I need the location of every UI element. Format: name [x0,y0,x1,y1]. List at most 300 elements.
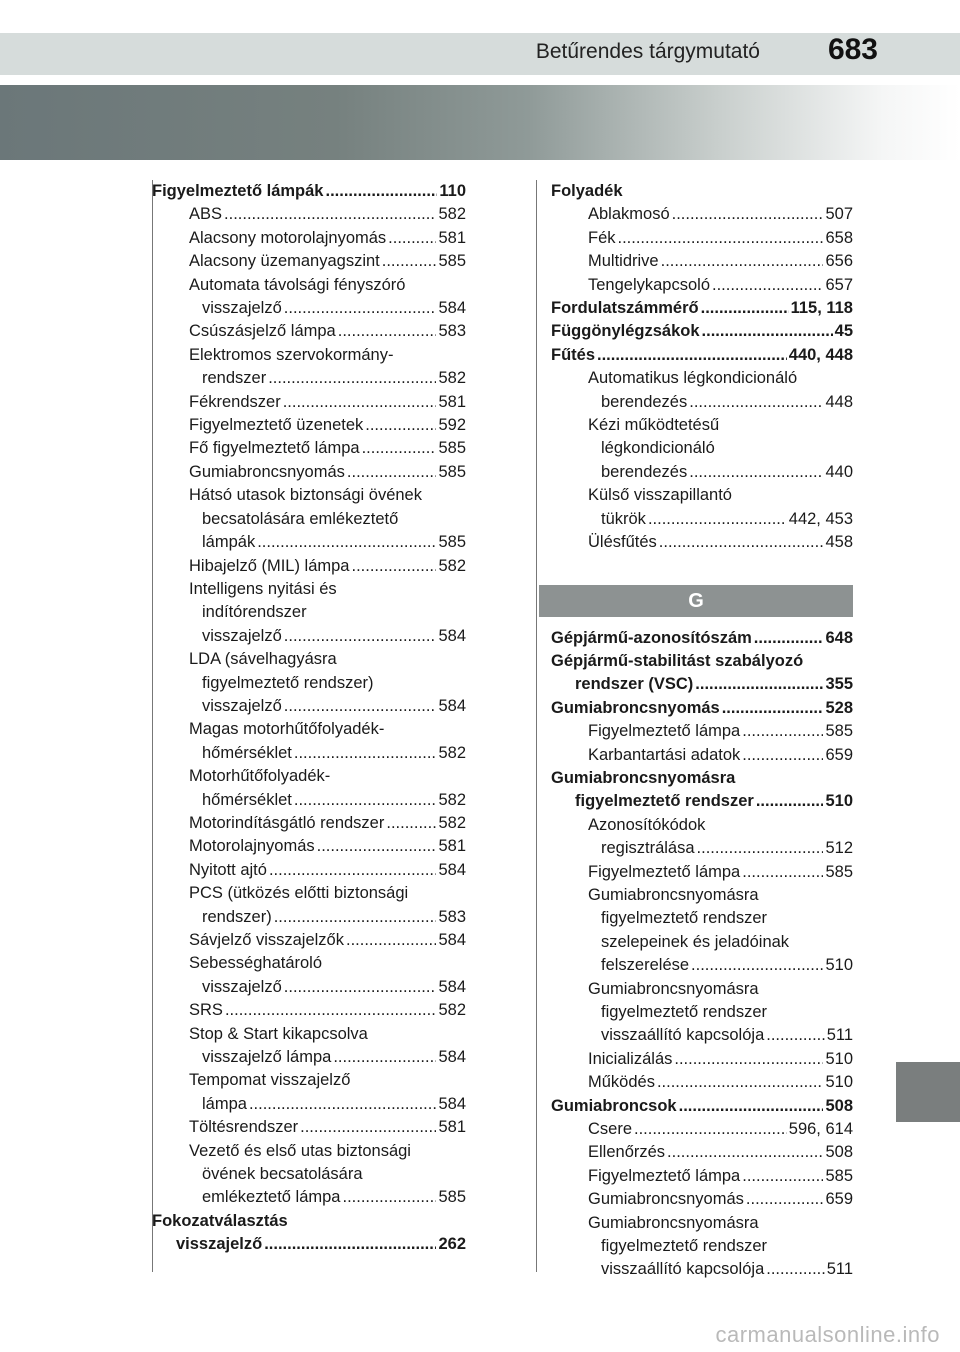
index-entry-page: 581 [438,228,466,247]
index-entry [152,250,466,273]
header-banner [0,85,960,160]
index-entry-label: rendszer [202,369,267,388]
index-entry [152,929,466,952]
index-entry [152,835,466,858]
index-entry-label: Tengelykapcsoló [588,275,710,294]
index-entry-label: övének becsatolására [202,1165,363,1184]
index-entry [152,718,466,741]
index-entry-page: 511 [826,1026,853,1045]
index-entry [152,578,466,601]
index-entry [551,978,853,1001]
right-column-rule [536,180,537,1272]
index-entry [551,954,853,977]
index-entry [551,884,853,907]
index-entry-label: ABS [189,205,223,224]
index-entry-label: Fordulatszámmérő [551,299,699,318]
index-entry [551,203,853,226]
index-entry [551,344,853,367]
leader-dots [648,508,787,531]
index-entry-label: Multidrive [588,252,659,271]
index-entry [551,484,853,507]
leader-dots [257,531,436,554]
leader-dots [661,250,824,273]
leader-dots [712,274,823,297]
index-entry [152,367,466,390]
index-group-g [551,627,853,1282]
index-entry-page: 584 [438,860,466,879]
index-entry-label: felszerelése [601,956,690,975]
index-entry-label: tükrök [601,509,646,528]
index-entry [152,484,466,507]
leader-dots [679,1095,824,1118]
index-entry [152,812,466,835]
leader-dots [754,627,824,650]
index-entry-label: Alacsony motorolajnyomás [189,228,387,247]
index-entry [551,790,853,813]
index-entry-label: lámpa [202,1094,247,1113]
index-entry-label: Csere [588,1120,633,1139]
index-entry [551,250,853,273]
index-entry [551,508,853,531]
leader-dots [362,437,437,460]
index-entry [551,1165,853,1188]
index-entry [551,650,853,673]
index-entry-page: 581 [438,1118,466,1137]
leader-dots [697,837,824,860]
index-entry-label: Ülésfűtés [588,533,657,552]
index-entry [152,859,466,882]
index-entry-label: visszaállító kapcsolója [601,1260,765,1279]
index-entry [551,391,853,414]
index-entry-label: Alacsony üzemanyagszint [189,252,380,271]
index-entry-label: Gépjármű-azonosítószám [551,628,752,647]
index-entry-page: 657 [825,275,853,294]
index-entry-label: Gumiabroncsnyomásra [588,1213,759,1232]
leader-dots [766,1258,824,1281]
index-entry-page: 582 [438,790,466,809]
index-entry-page: 582 [438,205,466,224]
leader-dots [333,1046,436,1069]
leader-dots [695,673,823,696]
index-entry-label: Figyelmeztető lámpa [588,722,741,741]
index-entry [152,1163,466,1186]
index-entry [152,1023,466,1046]
index-entry-label: PCS (ütközés előtti biztonsági [189,884,409,903]
leader-dots [283,391,437,414]
index-entry-label: visszajelző [202,626,282,645]
leader-dots [317,835,437,858]
index-entry-page: 659 [825,745,853,764]
index-entry [152,789,466,812]
index-entry-page: 592 [438,416,466,435]
index-entry [152,906,466,929]
index-entry-label: visszajelző [202,696,282,715]
index-entry-label: Inicializálás [588,1049,673,1068]
index-entry-label: LDA (sávelhagyásra [189,650,337,669]
index-entry [152,695,466,718]
index-entry [551,837,853,860]
index-entry-label: Automatikus légkondicionáló [588,369,798,388]
leader-dots [268,367,436,390]
index-entry [152,344,466,367]
index-entry-page: 355 [825,675,853,694]
index-entry [551,744,853,767]
index-entry-page: 585 [438,252,466,271]
index-entry-label: Figyelmeztető lámpák [152,182,324,200]
index-entry [551,1001,853,1024]
index-entry-label: Függönylégzsákok [551,322,700,341]
header-title: Betűrendes tárgymutató [535,40,760,63]
leader-dots [343,1186,437,1209]
index-entry-page: 584 [438,977,466,996]
index-entry-label: regisztrálása [601,839,695,858]
leader-dots [284,625,437,648]
index-entry-label: Tempomat visszajelző [189,1071,351,1090]
watermark: carmanualsonline.info [715,1322,940,1347]
index-entry [152,414,466,437]
index-entry-page: 582 [438,743,466,762]
index-entry-label: Fékrendszer [189,392,281,411]
index-entry-label: Azonosítókódok [588,815,706,834]
index-entry-label: Magas motorhűtőfolyadék- [189,720,385,739]
index-entry-page: 584 [438,931,466,949]
index-entry-page: 448 [825,392,853,411]
leader-dots [386,812,436,835]
index-entry-label: Karbantartási adatok [588,745,741,764]
index-entry-page: 507 [825,205,853,224]
section-letter-g: G [539,585,853,617]
index-entry-label: visszaállító kapcsolója [601,1026,765,1045]
index-entry-page: 583 [438,322,466,341]
leader-dots [766,1024,824,1047]
leader-dots [225,999,437,1022]
index-entry-label: emlékeztető lámpa [202,1188,341,1207]
index-entry [551,437,853,460]
leader-dots [657,1071,824,1094]
leader-dots [722,697,824,720]
index-entry-label: Gumiabroncsnyomás [189,462,345,481]
index-entry-label: Automata távolsági fényszóró [189,275,406,294]
index-entry [152,1233,466,1256]
index-entry-label: Fokozatválasztás [152,1211,288,1230]
leader-dots [382,250,437,273]
leader-dots [351,555,436,578]
index-entry-label: Ablakmosó [588,205,670,224]
index-entry [551,320,853,343]
index-entry [152,1186,466,1209]
index-entry [152,274,466,297]
index-entry-label: Fő figyelmeztető lámpa [189,439,360,458]
index-entry-page: 115, 118 [790,299,853,318]
index-entry [152,437,466,460]
index-entry-page: 510 [825,956,853,975]
index-entry [152,952,466,975]
leader-dots [346,929,436,952]
leader-dots [388,227,436,250]
leader-dots [597,344,787,367]
index-entry-page: 510 [825,792,853,811]
index-entry [152,1069,466,1092]
index-group-f [551,180,853,555]
index-entry-label: indítórendszer [202,603,307,622]
index-entry-page: 508 [825,1096,853,1115]
index-entry-page: 585 [825,862,853,881]
index-entry [551,1141,853,1164]
index-entry [551,1188,853,1211]
index-entry-page: 584 [438,696,466,715]
index-entry-page: 658 [825,228,853,247]
index-entry-label: Figyelmeztető üzenetek [189,416,364,435]
index-entry-label: figyelmeztető rendszer [575,792,754,811]
index-entry [152,601,466,624]
index-entry-page: 582 [438,556,466,575]
index-entry-label: Ellenőrzés [588,1143,666,1162]
leader-dots [284,297,437,320]
index-entry-page: 585 [438,439,466,458]
index-entry-label: hőmérséklet [202,743,292,762]
leader-dots [659,531,824,554]
index-entry-label: Stop & Start kikapcsolva [189,1024,368,1043]
index-entry [152,531,466,554]
index-entry-label: visszajelző [202,299,282,318]
leader-dots [347,461,437,484]
leader-dots [269,859,437,882]
leader-dots [634,1118,787,1141]
index-entry-label: szelepeinek és jeladóinak [601,932,790,951]
index-entry [551,1048,853,1071]
index-entry-page: 581 [438,392,466,411]
index-entry-page: 442, 453 [788,509,853,528]
leader-dots [672,203,824,226]
index-entry [152,391,466,414]
index-entry [551,227,853,250]
leader-dots [689,461,823,484]
index-entry-label: becsatolására emlékeztető [202,509,399,528]
leader-dots [294,742,437,765]
index-entry [152,999,466,1022]
index-entry-page: 512 [825,839,853,858]
index-entry [152,625,466,648]
leader-dots [274,906,437,929]
index-entry [551,1118,853,1141]
index-entry-page: 440, 448 [788,345,853,364]
index-entry-page: 582 [438,813,466,832]
index-entry-label: berendezés [601,392,688,411]
index-entry [551,767,853,790]
index-entry-label: Elektromos szervokormány- [189,345,394,364]
index-entry-page: 110 [439,182,466,200]
header-bar [0,33,960,75]
index-entry-label: figyelmeztető rendszer [601,909,767,928]
index-entry [152,320,466,343]
index-entry [551,627,853,650]
index-entry-label: Fék [588,228,616,247]
index-entry-label: Hibajelző (MIL) lámpa [189,556,350,575]
leader-dots [325,180,437,203]
index-entry [152,882,466,905]
index-entry-label: Gépjármű-stabilitást szabályozó [551,651,804,670]
index-entry-label: Kézi működtetésű [588,416,720,435]
index-entry [152,508,466,531]
leader-dots [702,320,833,343]
index-entry [152,1093,466,1116]
index-entry [152,976,466,999]
index-entry-label: visszajelző lámpa [202,1048,332,1067]
index-entry [152,203,466,226]
index-entry-label: Sebességhatároló [189,954,323,973]
index-entry-page: 585 [825,1166,853,1185]
index-entry [551,1024,853,1047]
index-entry-page: 583 [438,907,466,926]
index-entry [551,1235,853,1258]
index-entry [551,1258,853,1281]
index-entry-label: Hátsó utasok biztonsági övének [189,486,422,505]
leader-dots [264,1233,436,1256]
index-entry-page: 585 [825,722,853,741]
index-entry-label: Gumiabroncsnyomás [588,1190,744,1209]
leader-dots [742,1165,823,1188]
index-entry-page: 508 [825,1143,853,1162]
index-column-left [152,180,466,1257]
index-entry [152,180,466,203]
leader-dots [300,1116,436,1139]
index-column-right [551,180,853,1282]
leader-dots [689,391,823,414]
leader-dots [284,976,437,999]
index-entry [551,861,853,884]
index-entry [152,1140,466,1163]
index-entry-label: Sávjelző visszajelzők [189,931,344,949]
leader-dots [742,720,823,743]
index-entry [152,461,466,484]
index-entry-page: 656 [825,252,853,271]
index-entry-label: Gumiabroncsnyomásra [588,979,759,998]
leader-dots [701,297,789,320]
index-entry-label: berendezés [601,462,688,481]
index-entry [551,461,853,484]
index-entry-page: 584 [438,626,466,645]
index-entry-label: figyelmeztető rendszer [601,1237,767,1256]
index-entry-label: Gumiabroncsnyomásra [588,885,759,904]
index-entry [152,555,466,578]
index-entry-page: 45 [834,322,853,341]
index-entry-label: lámpák [202,533,256,552]
index-entry [152,1116,466,1139]
leader-dots [742,744,823,767]
index-entry-page: 510 [825,1073,853,1092]
leader-dots [294,789,437,812]
index-entry-label: visszajelző [202,977,282,996]
index-entry-label: Működés [588,1073,655,1092]
index-entry-label: visszajelző [176,1235,263,1254]
index-entry [152,227,466,250]
index-entry-label: rendszer) [202,907,272,926]
thumb-index-tab [896,1062,960,1122]
index-entry-page: 582 [438,1001,466,1020]
index-entry [551,180,853,203]
index-entry [152,742,466,765]
index-entry [152,1046,466,1069]
index-entry-page: 648 [825,628,853,647]
index-entry [551,367,853,390]
leader-dots [746,1188,824,1211]
leader-dots [691,954,823,977]
index-entry-label: Gumiabroncsnyomás [551,698,720,717]
leader-dots [284,695,437,718]
index-entry-page: 440 [825,462,853,481]
index-entry [551,531,853,554]
index-entry-label: Vezető és első utas biztonsági [189,1141,411,1160]
index-entry-label: Motorolajnyomás [189,837,315,856]
index-entry-label: figyelmeztető rendszer [601,1003,767,1021]
index-entry-label: Gumiabroncsnyomásra [551,768,736,787]
index-entry-label: Külső visszapillantó [588,486,732,505]
index-entry [152,648,466,671]
leader-dots [365,414,436,437]
index-entry-label: SRS [189,1001,223,1020]
index-entry-label: figyelmeztető rendszer) [202,673,374,692]
index-entry-page: 528 [825,698,853,717]
index-entry [551,414,853,437]
index-entry-label: rendszer (VSC) [575,675,694,694]
index-entry [551,814,853,837]
index-entry [551,1071,853,1094]
index-entry [551,673,853,696]
leader-dots [249,1093,437,1116]
leader-dots [674,1048,823,1071]
leader-dots [224,203,436,226]
leader-dots [667,1141,823,1164]
index-entry-page: 511 [826,1260,853,1279]
index-entry-label: Figyelmeztető lámpa [588,862,741,881]
index-entry [551,907,853,930]
index-entry [551,697,853,720]
index-entry-label: Töltésrendszer [189,1118,299,1137]
index-entry-page: 659 [825,1190,853,1209]
index-entry-page: 584 [438,1094,466,1113]
index-entry-label: Motorindításgátló rendszer [189,813,385,832]
index-entry-label: Nyitott ajtó [189,860,267,879]
index-entry-label: Folyadék [551,182,623,200]
index-entry [152,297,466,320]
index-entry [551,1095,853,1118]
index-entry-page: 582 [438,369,466,388]
index-entry [551,931,853,954]
index-entry [551,274,853,297]
leader-dots [618,227,824,250]
index-entry [152,765,466,788]
page-number: 683 [827,33,878,66]
index-entry-label: Intelligens nyitási és [189,579,337,598]
index-entry-label: Fűtés [551,345,596,364]
index-entry [551,720,853,743]
index-entry-page: 510 [825,1049,853,1068]
index-entry-page: 585 [438,462,466,481]
index-entry-page: 581 [438,837,466,856]
index-entry-page: 584 [438,299,466,318]
index-entry-label: légkondicionáló [601,439,715,458]
index-entry [551,1212,853,1235]
leader-dots [756,790,824,813]
index-entry [152,672,466,695]
index-entry [152,1210,466,1233]
index-entry-page: 262 [438,1235,466,1254]
index-entry-page: 584 [438,1048,466,1067]
index-entry-label: hőmérséklet [202,790,292,809]
leader-dots [338,320,437,343]
index-entry-page: 585 [438,1188,466,1207]
index-entry [551,297,853,320]
